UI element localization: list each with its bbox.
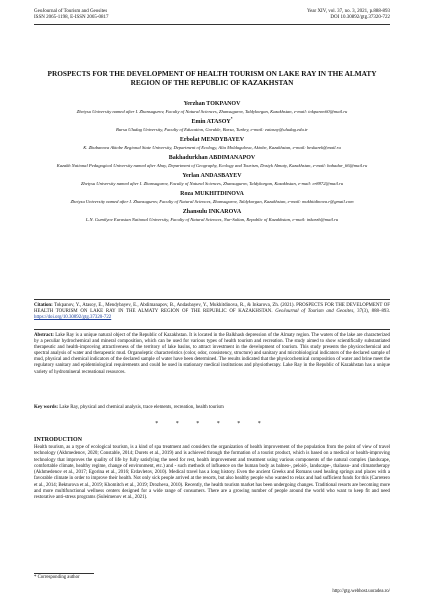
volume-info: Year XIV, vol. 37, no. 3, 2021, p.888-893 [306, 9, 390, 14]
author-entry [40, 101, 384, 114]
author-entry [40, 191, 384, 204]
author-name: Roza MUKHITDINOVA [180, 191, 244, 198]
article-title: PROSPECTS FOR THE DEVELOPMENT OF HEALTH TOURISM ON LAKE RAY IN THE ALMATY REGION OF THE REPUBLIC OF KAZAKHSTAN [47, 69, 377, 87]
author-affiliation: L.N. Gumilyov Eurasian National University, Faculty of Natural Sciences, Nur-Sultan, Republic of Kazakhstan, e-mail: inkarzh@mail.ru [85, 217, 339, 223]
author-affiliation: Zhetysu University named after I. Zhansugurov, Faculty of Natural Sciences, Zhansugurov, Taldykorgan, Kazakhstan, e-mail: er8872@mail.ru [80, 180, 344, 186]
citation-divider [34, 329, 390, 330]
abstract [34, 333, 390, 376]
abstract-label: Abstract: [34, 333, 54, 338]
author-name: Yerzhan TOKPANOV [183, 101, 241, 107]
author-name: Erbolat MENDYBAYEV [179, 137, 245, 144]
introduction-text: Health tourism, as a type of ecological tourism, is a kind of spa treatment and considers the organization of health improvement of the population from the point of view of travel technology (Akhmedenov, 2020; Constable, 2014; Durets et al., 2019) and is achieved through the formation of a tourist product, which is based on a medical or health-improving technology that improves the quality of life by fully satisfying the need for rest, health improvement and treatment using various components of the natural complex (landscape, comfortable climate, healthy regime, change of environment, etc.) and - such methods of influence on the human body as balneo-, peloid-, landscape-, thalasso- and climatotherapy (Akhmedenov et al., 2017; Egorina et al., 2016; Erdavletov, 2010). Medical travel has a long history. Even the ancient Greeks and Romans used healing springs and places with a favorable climate in order to improve their health. Not only sick people arrived at the resorts, but also healthy people who wanted to relax and had sufficient funds for this (Carretero et al., 2014; Bekturova et al., 2019; Khomitch et al., 2019; Drozheva, 2010). Recently, the health tourism market has been undergoing changes. Traditional resorts are becoming more and more multifunctional wellness centers designed for a wide range of consumers. There are a growing number of people around the world who want to keep fit and need restorative anti-stress programs (Suleimenov et al., 2021). [34, 445, 390, 501]
author-entry [40, 209, 384, 222]
author-entry [40, 155, 384, 168]
author-list [40, 101, 384, 228]
author-affiliation: K. Zhubanova Aktobe Regional State University, Department of Ecology, Alia Moldagulova, Aktobe, Kazakhstan, e-mail: beskarek@mail.ru [83, 144, 341, 150]
keywords [34, 405, 390, 411]
footnote-divider [34, 573, 94, 574]
citation-tail: , 37(3), 888–893. [353, 308, 391, 314]
section-separator: * * * * * * [155, 421, 269, 427]
abstract-text: Lake Ray is a unique natural object of the Republic of Kazakhstan. It is located in the Balkhash depression of the Almaty region. The waters of the lake are characterized by a peculiar hydrochemical and mineral composition, which can be used for various types of health tourism and recreation. The study aimed to show scientifically substantiated therapeutic and health-improving attractiveness of the territory of lake basins, to attract investment in the development of tourism. This study presents the physicochemical and spectral analysis of water and therapeutic mud. Organoleptic characteristics (color, odor, consistency, structure) and sanitary and microbiological indicators of the declared sample of mud, physical and chemical indicators of the declared sample of water have been determined. The results indicated that the physicochemical composition of water and brine meet the regulatory sanitary and epidemiological requirements and could be used in stationary medical institutions and physiotherapy. Lake Ray in the Republic of Kazakhstan has a unique variety of hydromineral recreational resources. [34, 333, 390, 375]
introduction-heading: INTRODUCTION [34, 437, 83, 443]
journal-url[interactable]: http://gtg.webhost.uoradea.ro/ [332, 589, 390, 594]
author-name: Bakhadurkhan ABDIMANAPOV [168, 155, 256, 162]
author-name: Yerlan ANDASBAYEV [182, 173, 242, 180]
issn: ISSN 2065-1198, E-ISSN 2065-0817 [34, 15, 109, 21]
citation-text: Tokpanov, Y., Atasoy, E., Mendybayev, E., Abdimanapov, B., Andasbayev, Y., Mukhitdinova, R., & Inkarova, Zh. (2021). PROSPECTS FOR THE DEVELOPMENT OF HEALTH TOURISM ON LAKE RAY IN THE ALMATY REGION OF THE REPUBLIC OF KAZAKHSTAN. [34, 303, 390, 314]
author-affiliation: Kazakh National Pedagogical University named after Abay, Department of Geography, Ecology and Tourism, Dostyk Almaty, Kazakhstan, e-mail: bahadur_66@mail.ru [56, 162, 368, 168]
author-affiliation: Bursa Uludag University, Faculty of Education, Gorukle, Bursa, Turkey, e-mail: eatasoy@uludag.edu.tr [116, 126, 308, 132]
doi: DOI 10.30892/gtg.37320-722 [330, 15, 390, 21]
header-divider [34, 24, 390, 25]
keywords-text: Lake Ray, physical and chemical analysis, trace elements, recreation, health tourism [59, 405, 224, 410]
keywords-label: Key words: [34, 405, 59, 410]
author-name-row [40, 119, 384, 127]
citation-doi-link[interactable]: https://doi.org/10.30892/gtg.37320-722 [34, 314, 112, 320]
author-entry [40, 119, 384, 132]
author-affiliation: Zhetysu University named after I. Zhansugurov, Faculty of Natural Sciences, Zhansugurov, Taldykorgan, Kazakhstan, e-mail: mukhitdinova.r@gmail.com [70, 198, 354, 204]
author-name: Zhansulu INKAROVA [182, 209, 242, 216]
author-entry [40, 173, 384, 186]
citation-block [34, 299, 390, 321]
corresponding-author-mark: * [230, 117, 233, 122]
author-affiliation: Zhetysu University named after I. Zhansugurov, Faculty of Natural Sciences, Zhansugurov, Taldykorgan, Kazakhstan, e-mail: tokpanov60@mail.ru [76, 108, 348, 114]
author-entry [40, 137, 384, 150]
footnote: * Corresponding author [34, 575, 80, 580]
journal-name: GeoJournal of Tourism and Geosites [34, 9, 108, 14]
citation-journal: GeoJournal of Tourism and Geosites [275, 308, 354, 314]
author-name: Emin ATASOY [191, 119, 231, 126]
citation-label: Citation: [34, 303, 53, 308]
